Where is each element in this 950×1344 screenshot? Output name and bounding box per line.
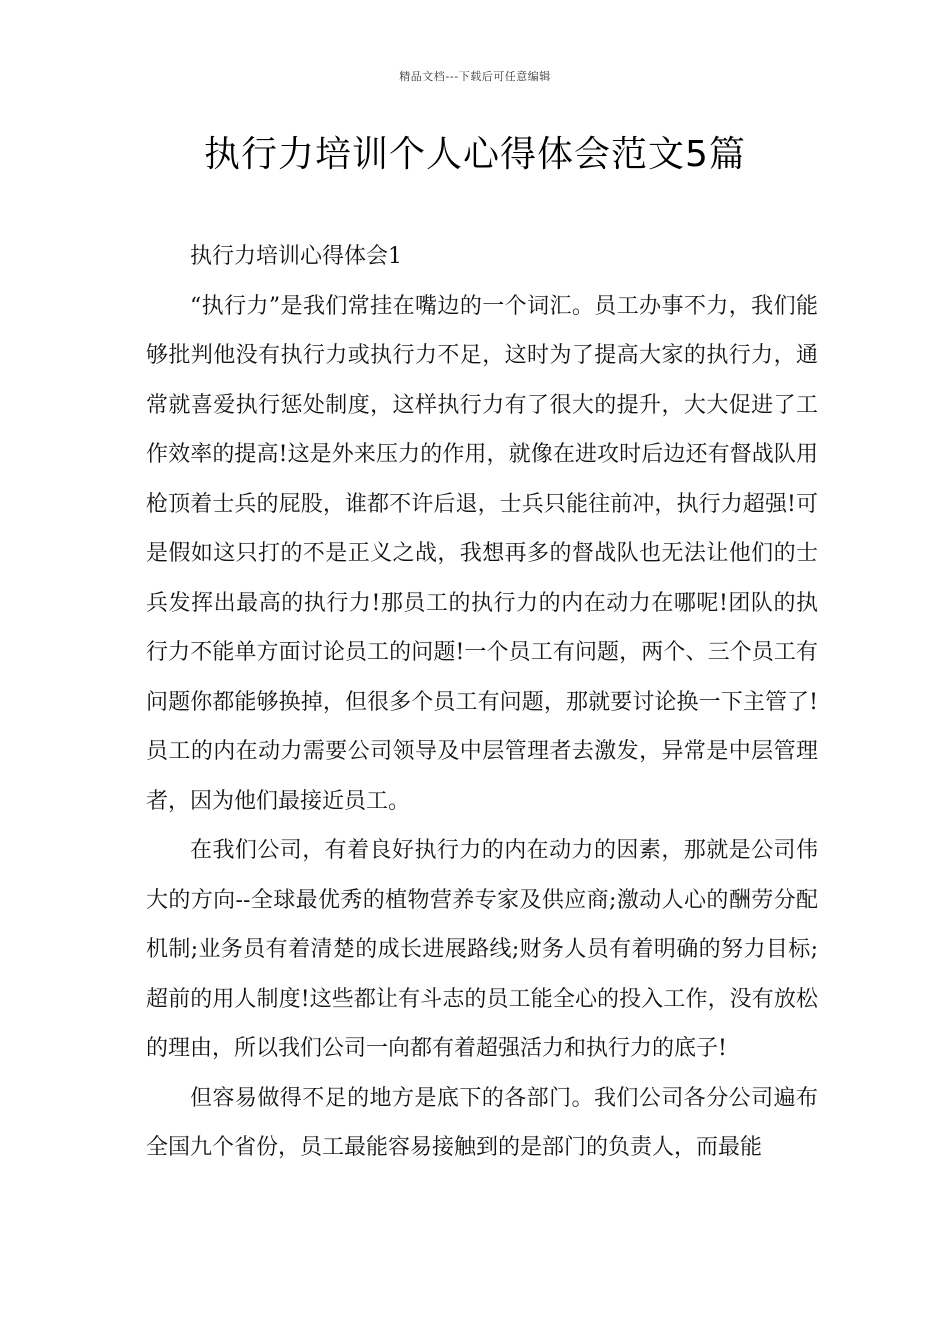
paragraph: 在我们公司，有着良好执行力的内在动力的因素，那就是公司伟大的方向--全球最优秀的植物营养专家及供应商;激动人心的酬劳分配机制;业务员有着清楚的成长进展路线;财务人员有着明确的努力目标;超前的用人制度!这些都让有斗志的员工能全心的投入工作，没有放松的理由，所以我们公司一向都有着超强活力和执行力的底子!	[146, 838, 818, 1061]
document-title: 执行力培训个人心得体会范文5篇	[204, 134, 746, 175]
paragraph: “执行力”是我们常挂在嘴边的一个词汇。员工办事不力，我们能够批判他没有执行力或执行力不足，这时为了提高大家的执行力，通常就喜爱执行惩处制度，这样执行力有了很大的提升，大大促进了工作效率的提高!这是外来压力的作用，就像在进攻时后边还有督战队用枪顶着士兵的屁股，谁都不许后退，士兵只能往前冲，执行力超强!可是假如这只打的不是正义之战，我想再多的督战队也无法让他们的士兵发挥出最高的执行力!那员工的执行力的内在动力在哪呢!团队的执行力不能单方面讨论员工的问题!一个员工有问题，两个、三个员工有问题你都能够换掉，但很多个员工有问题，那就要讨论换一下主管了!员工的内在动力需要公司领导及中层管理者去激发，异常是中层管理者，因为他们最接近员工。	[146, 293, 818, 814]
paragraph: 但容易做得不足的地方是底下的各部门。我们公司各分公司遍布全国九个省份，员工最能容易接触到的是部门的负责人，而最能	[146, 1085, 818, 1160]
document-body	[146, 232, 818, 1173]
header-note: 精品文档---下载后可任意编辑	[399, 70, 551, 83]
section-heading: 执行力培训心得体会1	[190, 244, 402, 269]
